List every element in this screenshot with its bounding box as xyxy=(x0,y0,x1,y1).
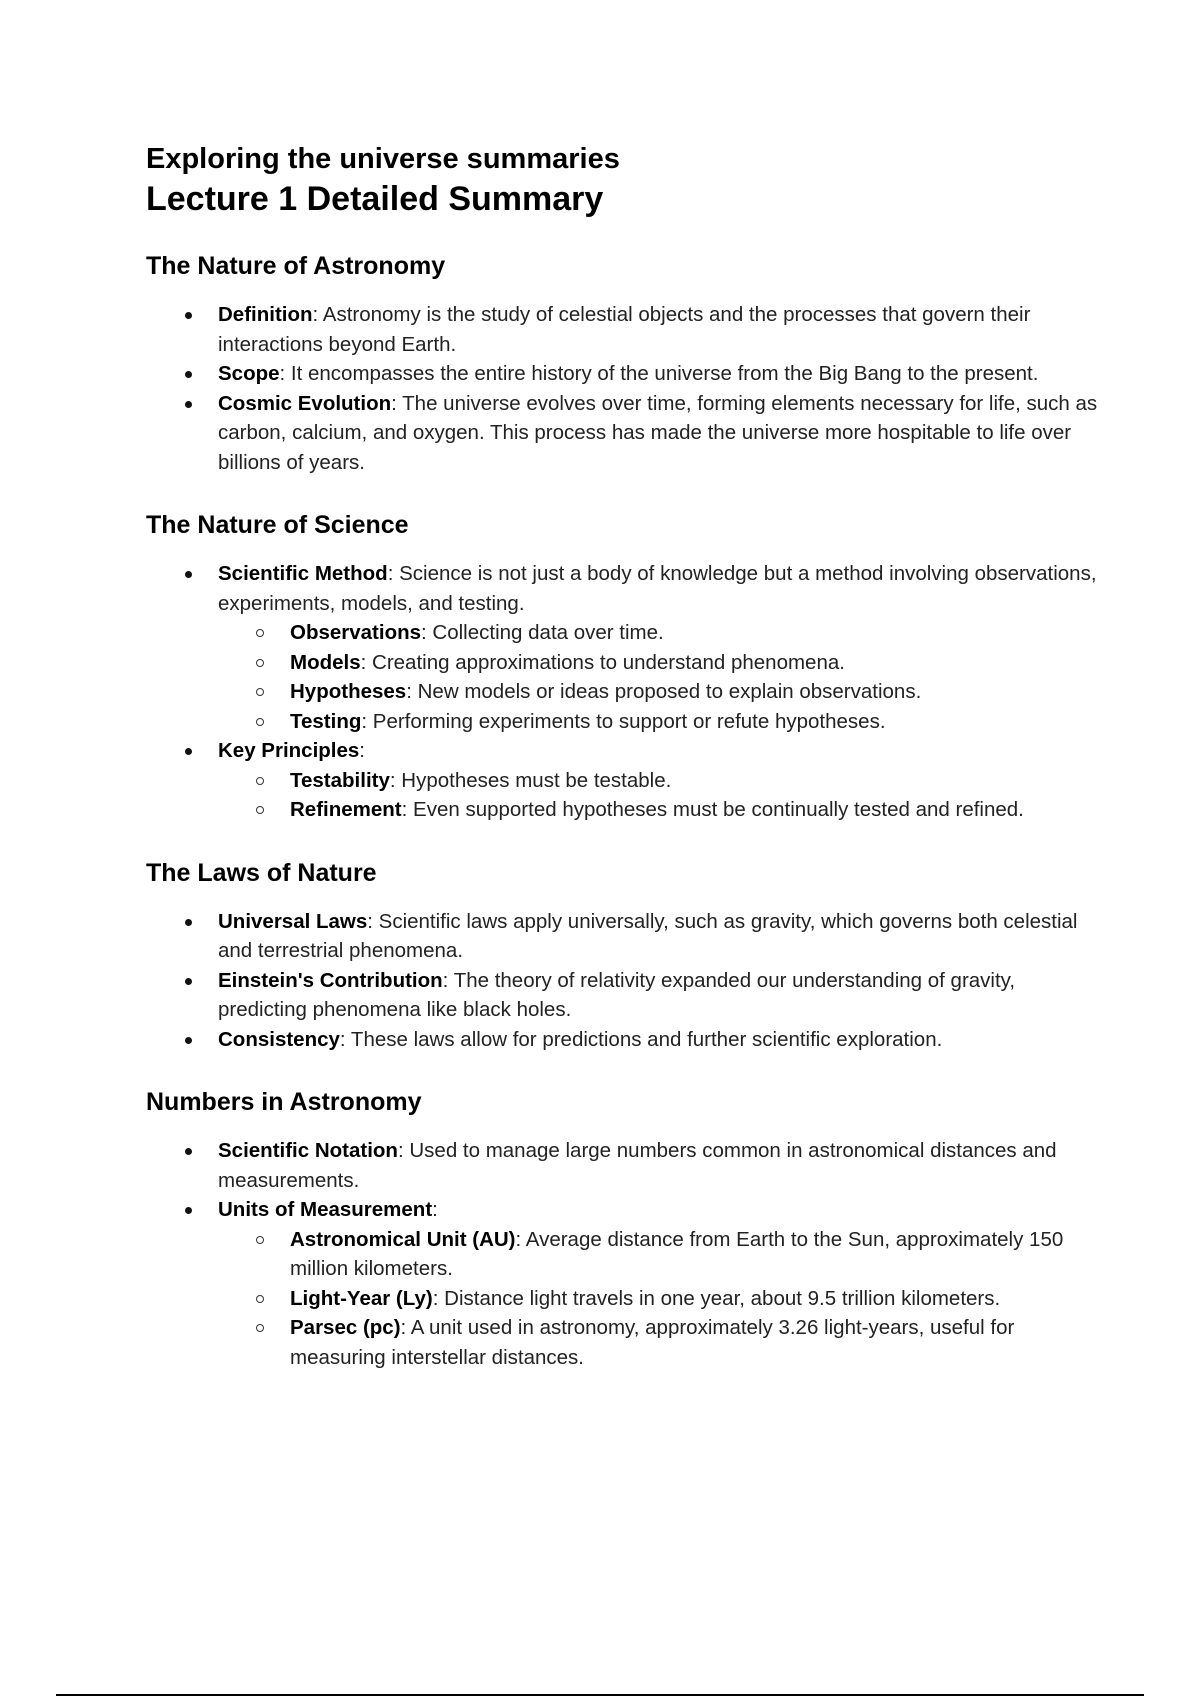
sub-list-item xyxy=(146,618,1106,648)
sub-list-item xyxy=(146,648,1106,678)
page-footer-rule xyxy=(56,1694,1144,1696)
item-text: : Scientific laws apply universally, such as gravity, which governs both celestial and terrestrial phenomena. xyxy=(218,909,1078,962)
item-term: Scientific Notation xyxy=(218,1139,398,1162)
sub-list-item xyxy=(146,677,1106,707)
item-text: : Hypotheses must be testable. xyxy=(389,768,672,792)
list-item xyxy=(146,736,1106,766)
list-item xyxy=(146,359,1106,389)
sub-list-item xyxy=(146,1284,1106,1314)
section-list-laws-of-nature xyxy=(146,907,1106,1055)
item-term: Hypotheses xyxy=(290,680,407,703)
item-text: : The universe evolves over time, forming elements necessary for life, such as carbon, calcium, and oxygen. This process has made the universe more hospitable to life over billions of years. xyxy=(218,391,1098,474)
sub-list-item xyxy=(146,1225,1106,1284)
item-text: : Performing experiments to support or refute hypotheses. xyxy=(361,709,886,733)
item-term: Key Principles xyxy=(218,739,360,762)
list-item xyxy=(146,300,1106,359)
sub-list-item xyxy=(146,707,1106,737)
section-title-numbers-in-astronomy: Numbers in Astronomy xyxy=(146,1088,422,1116)
item-term: Scope xyxy=(218,362,280,385)
list-item xyxy=(146,1195,1106,1225)
item-text: : Collecting data over time. xyxy=(421,621,664,644)
document-page xyxy=(146,140,1106,1372)
section-list-numbers-in-astronomy xyxy=(146,1136,1106,1372)
document-title: Exploring the universe summaries xyxy=(146,143,620,175)
item-text: : The theory of relativity expanded our understanding of gravity, predicting phenomena like black holes. xyxy=(218,968,1016,1021)
item-term: Definition xyxy=(218,303,313,326)
item-text: : Science is not just a body of knowledge but a method involving observations, experiments, models, and testing. xyxy=(218,562,1097,615)
item-term: Scientific Method xyxy=(218,562,388,585)
sub-list-item xyxy=(146,795,1106,825)
item-text: : Creating approximations to understand phenomena. xyxy=(360,650,845,674)
sub-list-item xyxy=(146,766,1106,796)
list-item xyxy=(146,1025,1106,1055)
item-term: Units of Measurement xyxy=(218,1198,433,1221)
item-term: Astronomical Unit (AU) xyxy=(290,1227,516,1251)
list-item xyxy=(146,1136,1106,1195)
item-text: : Used to manage large numbers common in astronomical distances and measurements. xyxy=(218,1139,1057,1192)
item-text: : A unit used in astronomy, approximately 3.26 light-years, useful for measuring interstellar distances. xyxy=(290,1316,1015,1369)
item-term: Refinement xyxy=(290,798,402,821)
list-item xyxy=(146,389,1106,478)
item-text: : Even supported hypotheses must be continually tested and refined. xyxy=(401,798,1024,821)
item-text: : These laws allow for predictions and further scientific exploration. xyxy=(339,1027,943,1051)
item-term: Testing xyxy=(290,709,362,733)
sub-list-item xyxy=(146,1313,1106,1372)
item-text: : Average distance from Earth to the Sun, approximately 150 million kilometers. xyxy=(290,1227,1064,1280)
list-item xyxy=(146,907,1106,966)
item-text: : Distance light travels in one year, about 9.5 trillion kilometers. xyxy=(432,1286,1001,1310)
item-text: : xyxy=(359,739,365,762)
section-title-nature-of-science: The Nature of Science xyxy=(146,511,409,539)
item-term: Universal Laws xyxy=(218,909,368,933)
section-list-nature-of-astronomy xyxy=(146,300,1106,477)
item-text: : Astronomy is the study of celestial objects and the processes that govern their interactions beyond Earth. xyxy=(218,303,1031,356)
item-term: Consistency xyxy=(218,1027,340,1051)
section-title-nature-of-astronomy: The Nature of Astronomy xyxy=(146,252,446,280)
section-title-laws-of-nature: The Laws of Nature xyxy=(146,858,377,887)
item-term: Cosmic Evolution xyxy=(218,391,392,415)
item-text: : xyxy=(432,1198,438,1221)
lecture-title: Lecture 1 Detailed Summary xyxy=(146,180,604,218)
item-term: Testability xyxy=(290,768,390,792)
list-item xyxy=(146,559,1106,618)
item-term: Observations xyxy=(290,621,422,644)
item-term: Light-Year (Ly) xyxy=(290,1286,433,1310)
item-term: Parsec (pc) xyxy=(290,1316,401,1339)
item-term: Einstein's Contribution xyxy=(218,968,443,992)
item-text: : New models or ideas proposed to explain observations. xyxy=(406,680,922,703)
section-list-nature-of-science xyxy=(146,559,1106,825)
list-item xyxy=(146,966,1106,1025)
item-term: Models xyxy=(290,650,361,674)
item-text: : It encompasses the entire history of the universe from the Big Bang to the present. xyxy=(279,362,1039,385)
